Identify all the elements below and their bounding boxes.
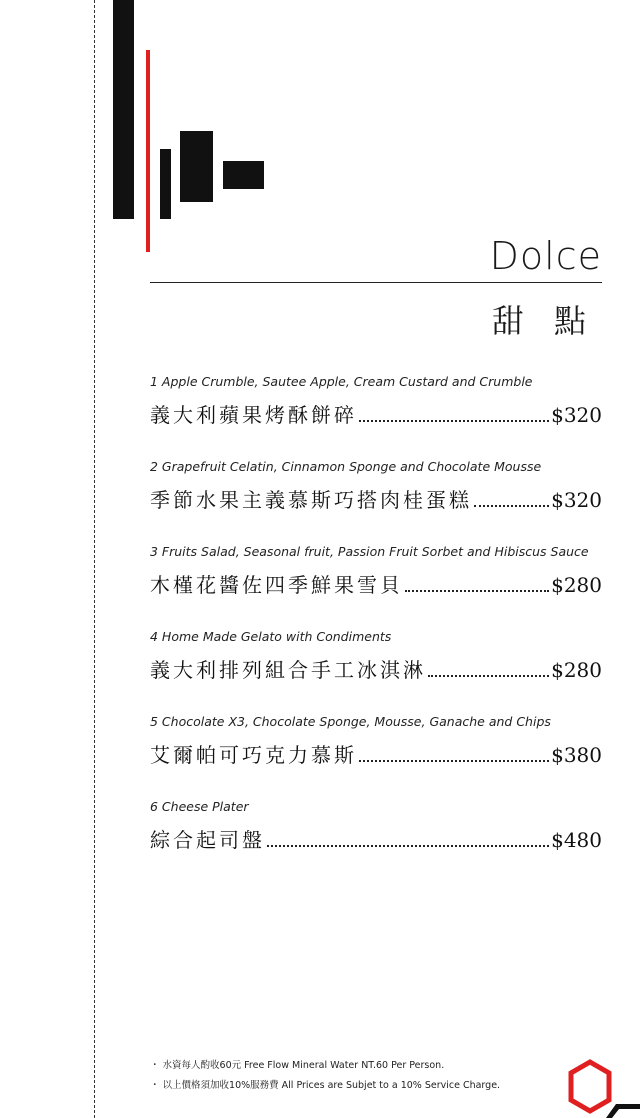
red-line-decoration bbox=[146, 50, 150, 252]
menu-item-chinese-name: 艾爾帕可巧克力慕斯 bbox=[150, 743, 357, 767]
service-charge-note: ・ 以上價格須加收10%服務費 All Prices are Subjet to a 10% Service Charge. bbox=[150, 1080, 501, 1091]
menu-item-english-name: 6 Cheese Plater bbox=[150, 799, 249, 814]
footer-notes bbox=[150, 1056, 500, 1096]
dot-leader bbox=[267, 845, 549, 847]
title-divider bbox=[150, 282, 602, 283]
menu-item-price: $280 bbox=[551, 573, 602, 597]
menu-item bbox=[150, 798, 602, 853]
dot-leader bbox=[474, 505, 549, 507]
dot-leader bbox=[428, 675, 549, 677]
menu-item bbox=[150, 713, 602, 768]
menu-item bbox=[150, 373, 602, 428]
menu-item-english-name: 3 Fruits Salad, Seasonal fruit, Passion Fruit Sorbet and Hibiscus Sauce bbox=[150, 544, 589, 559]
menu-item bbox=[150, 543, 602, 598]
menu-item-english-name: 5 Chocolate X3, Chocolate Sponge, Mousse, Ganache and Chips bbox=[150, 714, 551, 729]
page-title-zh: 甜 點 bbox=[491, 302, 596, 340]
menu-item-chinese-name: 義大利蘋果烤酥餅碎 bbox=[150, 403, 357, 427]
dot-leader bbox=[359, 420, 549, 422]
menu-item-price: $380 bbox=[551, 743, 602, 767]
menu-item-english-name: 4 Home Made Gelato with Condiments bbox=[150, 629, 392, 644]
menu-item bbox=[150, 628, 602, 683]
menu-item-english-name: 1 Apple Crumble, Sautee Apple, Cream Custard and Crumble bbox=[150, 374, 533, 389]
dashed-fold-line bbox=[94, 0, 95, 1118]
water-charge-note: ・ 水資每人酌收60元 Free Flow Mineral Water NT.60 Per Person. bbox=[150, 1060, 445, 1071]
menu-item-chinese-name: 季節水果主義慕斯巧搭肉桂蛋糕 bbox=[150, 488, 472, 512]
menu-item-price: $320 bbox=[551, 403, 602, 427]
black-block-decoration bbox=[223, 161, 264, 189]
menu-item-price: $320 bbox=[551, 488, 602, 512]
black-bar-decoration bbox=[113, 0, 134, 219]
menu-item-chinese-name: 木槿花醬佐四季鮮果雪貝 bbox=[150, 573, 403, 597]
dot-leader bbox=[405, 590, 549, 592]
menu-item-chinese-name: 綜合起司盤 bbox=[150, 828, 265, 852]
menu-item-price: $480 bbox=[551, 828, 602, 852]
menu-item-chinese-name: 義大利排列組合手工冰淇淋 bbox=[150, 658, 426, 682]
menu-item-english-name: 2 Grapefruit Celatin, Cinnamon Sponge and Chocolate Mousse bbox=[150, 459, 542, 474]
menu-item-price: $280 bbox=[551, 658, 602, 682]
black-bar-decoration bbox=[160, 149, 171, 219]
corner-logo-icon bbox=[594, 1090, 640, 1118]
black-block-decoration bbox=[180, 131, 213, 202]
dot-leader bbox=[359, 760, 549, 762]
page-title-en: Dolce bbox=[489, 234, 602, 278]
menu-item bbox=[150, 458, 602, 513]
